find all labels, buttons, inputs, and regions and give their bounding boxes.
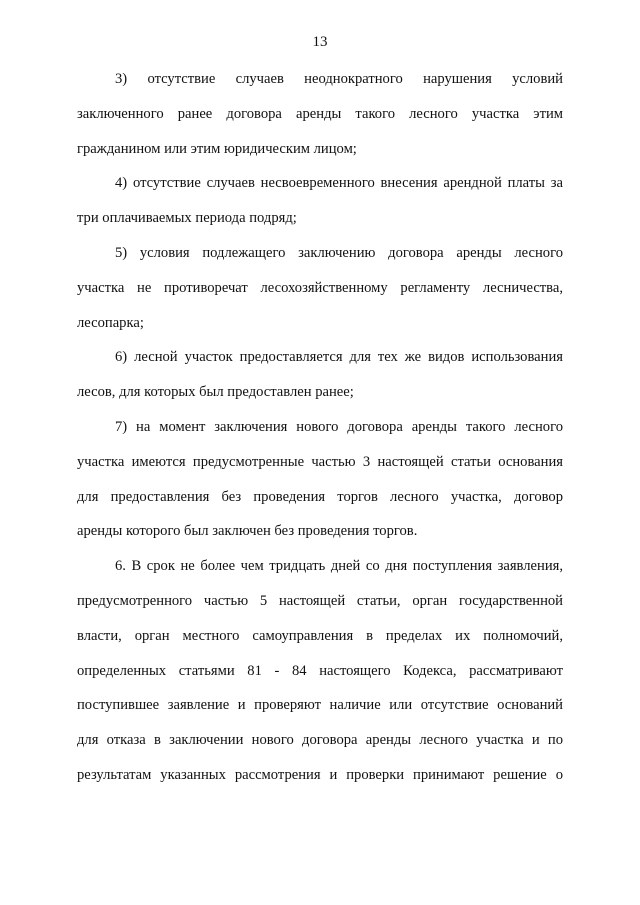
text-line: власти, орган местного самоуправления в пределах их полномочий, (77, 627, 563, 644)
paragraph-item-7 (77, 410, 563, 549)
text-line: результатам указанных рассмотрения и проверки принимают решение о (77, 766, 563, 783)
text-line: участка не противоречат лесохозяйственному регламенту лесничества, (77, 279, 563, 296)
paragraph-item-6 (77, 340, 563, 410)
paragraph-item-4 (77, 166, 563, 236)
text-line: предусмотренного частью 5 настоящей статьи, орган государственной (77, 592, 563, 609)
paragraph-item-3 (77, 62, 563, 166)
text-line: 6) лесной участок предоставляется для тех же видов использования (115, 349, 563, 366)
text-line: 6. В срок не более чем тридцать дней со дня поступления заявления, (115, 558, 563, 575)
text-line: поступившее заявление и проверяют наличие или отсутствие оснований (77, 697, 563, 714)
section-paragraph-6 (77, 549, 563, 793)
text-line: аренды которого был заключен без проведения торгов. (77, 523, 418, 540)
text-line: лесов, для которых был предоставлен ранее; (77, 384, 354, 401)
text-line: для предоставления без проведения торгов лесного участка, договор (77, 488, 563, 505)
paragraph-item-5 (77, 236, 563, 340)
text-line: 4) отсутствие случаев несвоевременного внесения арендной платы за (115, 175, 563, 192)
text-line: 3) отсутствие случаев неоднократного нарушения условий (115, 71, 563, 87)
text-line: заключенного ранее договора аренды такого лесного участка этим (77, 105, 563, 122)
page-number: 13 (312, 34, 328, 50)
text-line: гражданином или этим юридическим лицом; (77, 140, 357, 157)
text-line: 7) на момент заключения нового договора аренды такого лесного (115, 418, 563, 435)
text-line: определенных статьями 81 - 84 настоящего Кодекса, рассматривают (77, 662, 563, 679)
text-line: три оплачиваемых периода подряд; (77, 210, 297, 227)
text-line: для отказа в заключении нового договора аренды лесного участка и по (77, 732, 563, 749)
text-line: 5) условия подлежащего заключению договора аренды лесного (115, 244, 563, 261)
text-line: участка имеются предусмотренные частью 3 настоящей статьи основания (77, 453, 563, 470)
document-body (77, 62, 563, 793)
text-line: лесопарка; (77, 314, 144, 331)
